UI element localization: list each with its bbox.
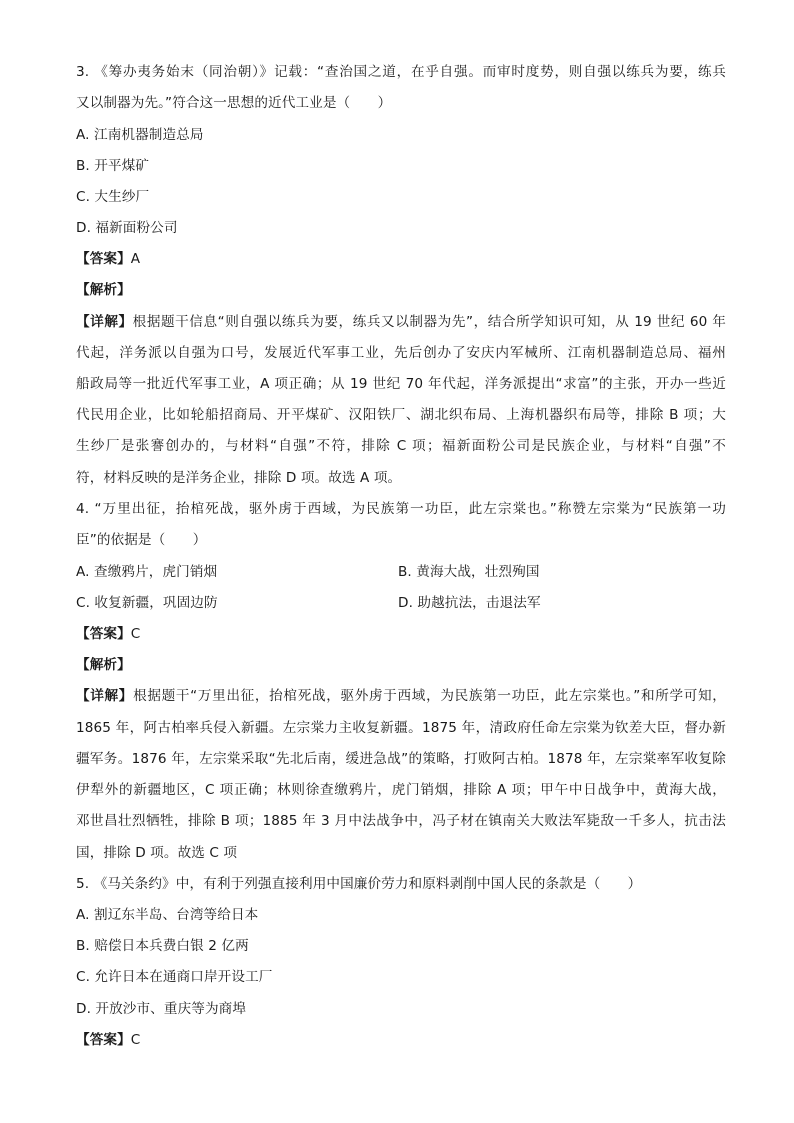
q4-option-c: C. 收复新疆，巩固边防 (76, 595, 218, 611)
q5-answer (76, 1030, 726, 1050)
q4-option-a: A. 查缴鸦片，虎门销烟 (76, 564, 218, 580)
q4-detail-line-3: 疆军务。1876 年，左宗棠采取“先北后南，缓进急战”的策略，打败阿古柏。1878 年，左宗棠率军收复除 (76, 751, 726, 767)
q4-detail-line-2: 1865 年，阿古柏率兵侵入新疆。左宗棠力主收复新疆。1875 年，清政府任命左宗棠为钦差大臣，督办新 (76, 720, 726, 736)
answer-value: C (130, 626, 141, 642)
q3-option-b: B. 开平煤矿 (76, 158, 150, 174)
q3-detail-line-4: 代民用企业，比如轮船招商局、开平煤矿、汉阳铁厂、湖北织布局、上海机器织布局等，排除 B 项；大 (76, 407, 726, 423)
q3-option-d: D. 福新面粉公司 (76, 220, 178, 236)
q5-option-b: B. 赔偿日本兵费白银 2 亿两 (76, 938, 249, 954)
q3-detail-line-2: 代起，洋务派以自强为口号，发展近代军事工业，先后创办了安庆内军械所、江南机器制造总局、福州 (76, 345, 726, 361)
q3-stem-line-1: 3. 《筹办夷务始末（同治朝）》记载：“查治国之道，在乎自强。而审时度势，则自强以练兵为要，练兵 (76, 64, 726, 80)
answer-value: A (130, 251, 141, 267)
q3-option-c: C. 大生纱厂 (76, 189, 150, 205)
q4-stem-line-2: 臣”的依据是（ ） (76, 532, 207, 548)
q3-detail-line-1: 【详解】根据题干信息“则自强以练兵为要，练兵又以制器为先”，结合所学知识可知，从 19 世纪 60 年 (76, 314, 726, 330)
detail-label: 【详解】 (76, 314, 133, 330)
q4-options-row-1 (76, 562, 726, 582)
q4-stem-line-1: 4. “万里出征，抬棺死战，驱外虏于西域，为民族第一功臣，此左宗棠也。”称赞左宗棠为“民族第一功 (76, 501, 726, 517)
answer-label: 【答案】 (76, 1032, 131, 1048)
q3-detail-line-6: 符，材料反映的是洋务企业，排除 D 项。故选 A 项。 (76, 470, 402, 486)
answer-value: C (130, 1032, 141, 1048)
q4-answer (76, 624, 726, 644)
q3-option-a: A. 江南机器制造总局 (76, 127, 204, 143)
q5-option-c: C. 允许日本在通商口岸开设工厂 (76, 969, 273, 985)
answer-label: 【答案】 (76, 251, 131, 267)
q4-option-b: B. 黄海大战，壮烈殉国 (398, 564, 540, 580)
detail-label: 【详解】 (76, 688, 134, 704)
q5-option-d: D. 开放沙市、重庆等为商埠 (76, 1001, 247, 1017)
q4-detail-line-1: 【详解】根据题干“万里出征，抬棺死战，驱外虏于西域，为民族第一功臣，此左宗棠也。”和所学可知， (76, 688, 726, 704)
answer-label: 【答案】 (76, 626, 131, 642)
q4-detail-line-6: 国，排除 D 项。故选 C 项 (76, 845, 238, 861)
q5-stem-line-1: 5. 《马关条约》中，有利于列强直接利用中国廉价劳力和原料剥削中国人民的条款是（ ） (76, 876, 642, 892)
q3-analysis-label: 【解析】 (76, 282, 131, 298)
q4-analysis-label: 【解析】 (76, 657, 131, 673)
q3-answer (76, 249, 726, 269)
q4-detail-line-4: 伊犁外的新疆地区，C 项正确；林则徐查缴鸦片，虎门销烟，排除 A 项；甲午中日战争中，黄海大战， (76, 782, 726, 798)
q4-detail-line-5: 邓世昌壮烈牺牲，排除 B 项；1885 年 3 月中法战争中，冯子材在镇南关大败法军毙敌一千多人，抗击法 (76, 813, 726, 829)
q5-option-a: A. 割辽东半岛、台湾等给日本 (76, 907, 259, 923)
q3-stem-line-2: 又以制器为先。”符合这一思想的近代工业是（ ） (76, 95, 392, 111)
q4-options-row-2 (76, 593, 726, 613)
q3-detail-line-3: 船政局等一批近代军事工业，A 项正确；从 19 世纪 70 年代起，洋务派提出“求富”的主张，开办一些近 (76, 376, 726, 392)
q4-option-d: D. 助越抗法，击退法军 (398, 595, 541, 611)
q3-detail-line-5: 生纱厂是张謇创办的，与材料“自强”不符，排除 C 项；福新面粉公司是民族企业，与材料“自强”不 (76, 438, 726, 454)
